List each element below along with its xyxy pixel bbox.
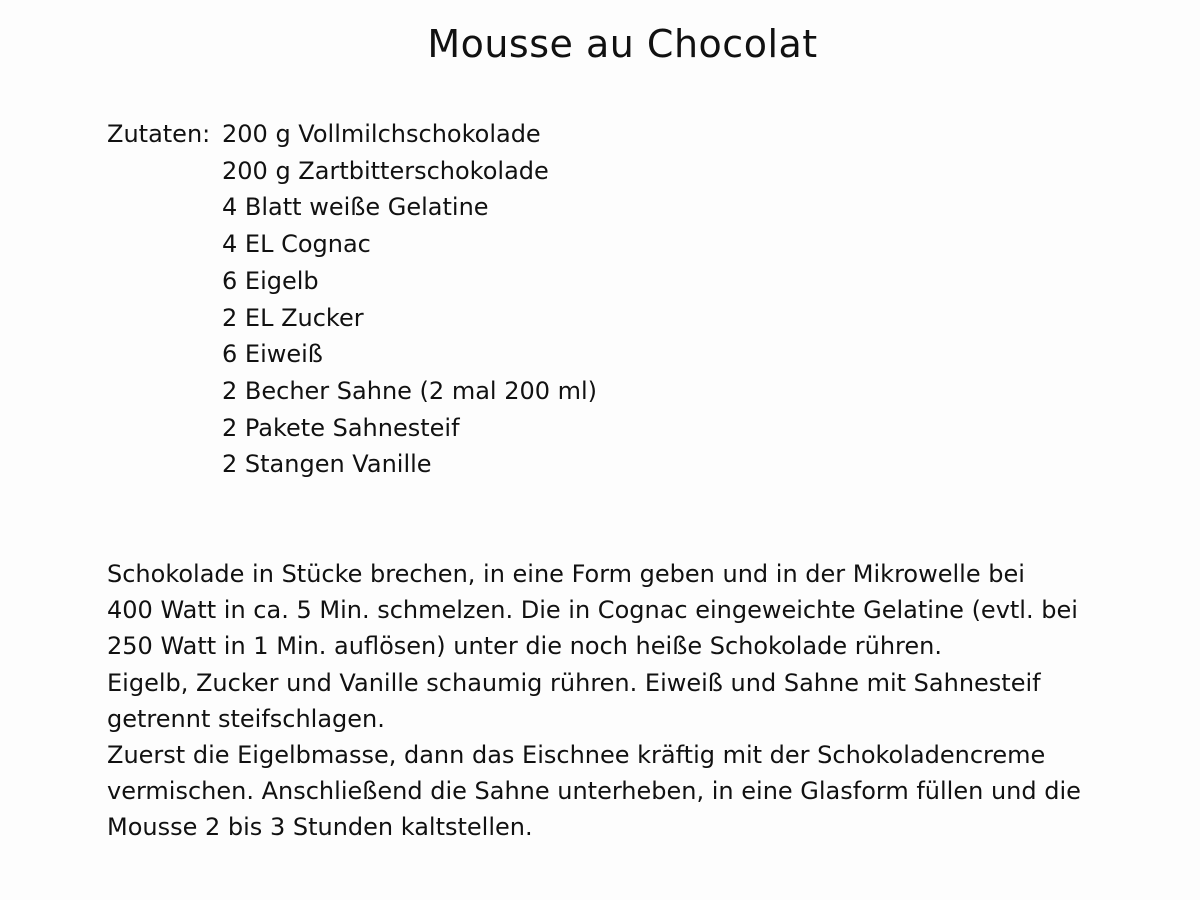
- instruction-line: Zuerst die Eigelbmasse, dann das Eischnee kräftig mit der Schokoladencreme: [107, 741, 1046, 770]
- recipe-title: Mousse au Chocolat: [427, 22, 818, 66]
- instruction-line: getrennt steifschlagen.: [107, 704, 385, 733]
- ingredient-item: 200 g Vollmilchschokolade: [222, 120, 541, 148]
- ingredient-item: 2 EL Zucker: [222, 303, 364, 332]
- instruction-line: 400 Watt in ca. 5 Min. schmelzen. Die in Cognac eingeweichte Gelatine (evtl. bei: [107, 596, 1078, 625]
- instructions-section: [107, 556, 1117, 846]
- instruction-line: Eigelb, Zucker und Vanille schaumig rühren. Eiweiß und Sahne mit Sahnesteif: [107, 668, 1041, 697]
- ingredient-item: 2 Becher Sahne (2 mal 200 ml): [222, 376, 598, 405]
- instruction-line: vermischen. Anschließend die Sahne unterheben, in eine Glasform füllen und die: [107, 777, 1081, 806]
- ingredient-item: 4 EL Cognac: [222, 230, 371, 259]
- ingredient-item: 6 Eigelb: [222, 266, 319, 295]
- ingredient-item: 6 Eiweiß: [222, 340, 323, 369]
- instruction-line: Mousse 2 bis 3 Stunden kaltstellen.: [107, 813, 533, 842]
- ingredient-item: 4 Blatt weiße Gelatine: [222, 193, 489, 222]
- ingredient-item: 2 Pakete Sahnesteif: [222, 413, 460, 442]
- ingredients-list: [222, 116, 742, 483]
- ingredient-item: 2 Stangen Vanille: [222, 450, 432, 479]
- instruction-line: 250 Watt in 1 Min. auflösen) unter die noch heiße Schokolade rühren.: [107, 632, 942, 661]
- ingredient-item: 200 g Zartbitterschokolade: [222, 156, 549, 185]
- instruction-line: Schokolade in Stücke brechen, in eine Form geben und in der Mikrowelle bei: [107, 560, 1025, 588]
- ingredients-label: Zutaten:: [107, 120, 211, 148]
